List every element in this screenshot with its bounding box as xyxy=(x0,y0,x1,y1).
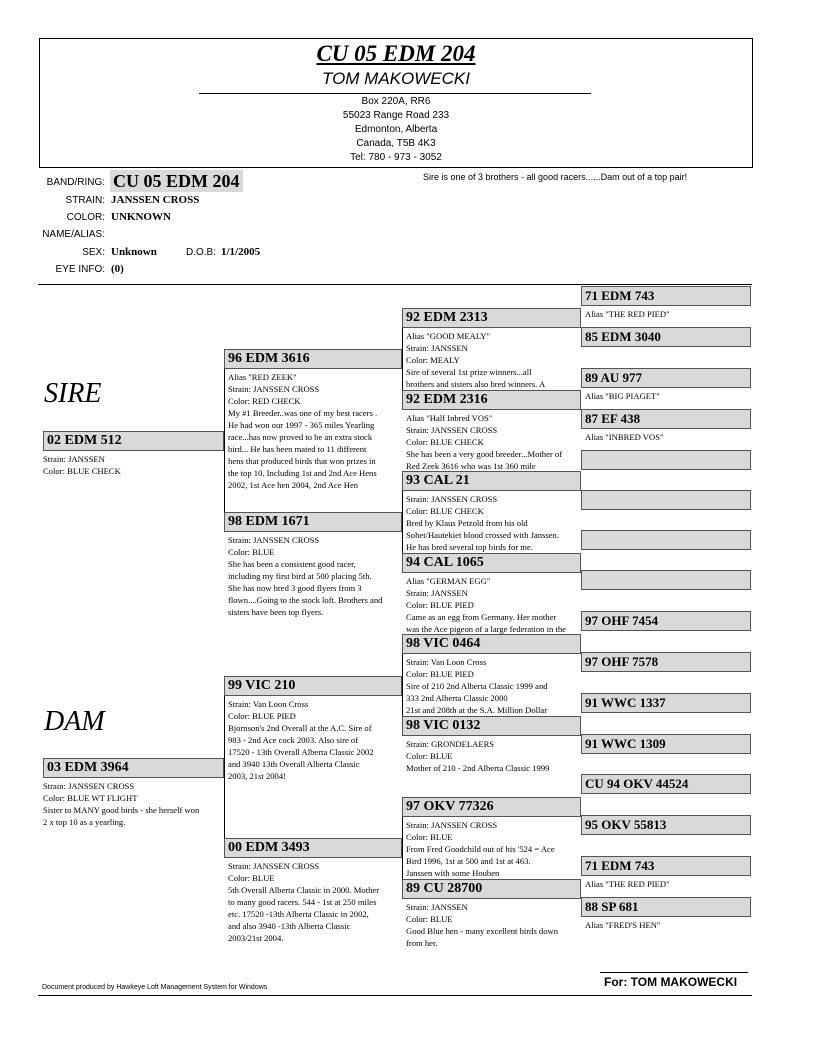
band-label: BAND/RING: xyxy=(46,177,105,188)
ss-sire-ring: 92 EDM 2313 xyxy=(402,308,581,328)
address-line: 55023 Range Road 233 xyxy=(342,110,450,121)
detail-line: Janssen with some Houben xyxy=(406,868,500,878)
color-value: UNKNOWN xyxy=(111,211,171,223)
comment-text: Sire is one of 3 brothers - all good racers......Dam out of a top pair! xyxy=(423,172,688,182)
gen4-ring: 88 SP 681 xyxy=(581,897,751,917)
gen4-ring: 91 WWC 1337 xyxy=(581,693,751,713)
ss-dam-details xyxy=(406,412,581,472)
owner-name: TOM MAKOWECKI xyxy=(322,69,470,88)
strain-value: JANSSEN CROSS xyxy=(111,194,200,206)
address-line: Tel: 780 - 973 - 3052 xyxy=(350,152,442,163)
connector xyxy=(402,643,403,725)
band-value: CU 05 EDM 204 xyxy=(110,170,243,192)
ds-sire-ring: 98 VIC 0464 xyxy=(402,634,581,654)
gen4-ring: 97 OHF 7454 xyxy=(581,611,751,631)
detail-line: Strain: JANSSEN xyxy=(406,902,468,912)
ds-sire-details xyxy=(406,656,581,716)
detail-line: Strain: JANSSEN CROSS xyxy=(43,781,135,791)
gen4-ring xyxy=(581,450,751,470)
address-line: Box 220A, RR6 xyxy=(361,96,431,107)
detail-line: 2003/21st 2004. xyxy=(228,933,284,943)
detail-line: 21st and 208th at the S.A. Million Dollar xyxy=(406,705,548,715)
detail-line: Color: BLUE xyxy=(228,547,275,557)
detail-line: Color: BLUE PIED xyxy=(406,669,474,679)
dd-dam-details xyxy=(406,901,581,961)
detail-line: He has bred several top birds for me. xyxy=(406,542,533,552)
gen4-alias: Alias "INBRED VOS" xyxy=(585,432,664,442)
detail-line: Color: BLUE xyxy=(406,832,453,842)
gen4-ring: CU 94 OKV 44524 xyxy=(581,774,751,794)
detail-line: Alias "RED ZEEK" xyxy=(228,372,297,382)
ss-dam-ring: 92 EDM 2316 xyxy=(402,390,581,410)
detail-line: Color: BLUE xyxy=(406,751,453,761)
connector xyxy=(402,480,403,562)
sex-label: SEX: xyxy=(82,247,105,258)
detail-line: 17520 - 13th Overall Alberta Classic 2002 xyxy=(228,747,374,757)
gen4-alias: Alias "THE RED PIED" xyxy=(585,309,670,319)
detail-line: 2003, 21st 2004! xyxy=(228,771,287,781)
color-label: COLOR: xyxy=(66,212,105,223)
gen4-ring: 71 EDM 743 xyxy=(581,856,751,876)
detail-line: 333 2nd Alberta Classic 2000 xyxy=(406,693,508,703)
dam-dam-ring: 00 EDM 3493 xyxy=(224,838,402,858)
header-box xyxy=(39,38,753,168)
dd-dam-ring: 89 CU 28700 xyxy=(402,879,581,899)
detail-line: Sire of 210 2nd Alberta Classic 1999 and xyxy=(406,681,548,691)
detail-line: Alias "GOOD MEALY" xyxy=(406,331,490,341)
gen4-ring: 89 AU 977 xyxy=(581,368,751,388)
detail-line: Red Zeek 3616 who was 1st 360 mile xyxy=(406,461,536,471)
address-line: Canada, T5B 4K3 xyxy=(356,138,436,149)
detail-line: to many good racers. 544 - 1st at 250 miles xyxy=(228,897,377,907)
dd-sire-ring: 97 OKV 77326 xyxy=(402,797,581,817)
sire-sire-details xyxy=(228,371,402,496)
detail-line: including my first bird at 500 placing 5th. xyxy=(228,571,372,581)
signature-rule xyxy=(600,972,748,973)
sire-dam-ring: 98 EDM 1671 xyxy=(224,512,402,532)
detail-line: Strain: JANSSEN CROSS xyxy=(406,425,498,435)
detail-line: Color: BLUE PIED xyxy=(228,711,296,721)
detail-line: flown....Going to the stock loft. Brothers and xyxy=(228,595,383,605)
name-label: NAME/ALIAS: xyxy=(42,229,105,240)
detail-line: Strain: JANSSEN xyxy=(406,588,468,598)
dam-heading: DAM xyxy=(44,706,105,737)
detail-line: etc. 17520 -13th Alberta Classic in 2002, xyxy=(228,909,369,919)
detail-line: Strain: Van Loon Cross xyxy=(228,699,309,709)
detail-line: Strain: GRONDELAERS xyxy=(406,739,495,749)
detail-line: Strain: JANSSEN CROSS xyxy=(406,494,498,504)
gen4-ring: 87 EF 438 xyxy=(581,409,751,429)
dob-value: 1/1/2005 xyxy=(221,246,261,258)
eye-label: EYE INFO: xyxy=(55,264,105,275)
detail-line: 983 - 2nd Ace cock 2003. Also sire of xyxy=(228,735,359,745)
gen4-ring: 91 WWC 1309 xyxy=(581,734,751,754)
strain-label: STRAIN: xyxy=(65,195,105,206)
sire-dam-details xyxy=(228,534,402,618)
connector xyxy=(224,685,225,848)
sire-heading: SIRE xyxy=(44,378,102,409)
gen4-ring xyxy=(581,490,751,510)
sire-ring: 02 EDM 512 xyxy=(43,431,224,451)
detail-line: Strain: JANSSEN xyxy=(406,343,468,353)
detail-line: the top 10. Including 1st and 2nd Ace Hens xyxy=(228,468,377,478)
detail-line: Came as an egg from Germany. Her mother xyxy=(406,612,557,622)
detail-line: From Fred Goodchild out of his '524 = Ace xyxy=(406,844,555,854)
sd-sire-details xyxy=(406,493,581,553)
detail-line: She has been a consistent good racer, xyxy=(228,559,356,569)
detail-line: Strain: JANSSEN CROSS xyxy=(228,384,320,394)
dob-label: D.O.B: xyxy=(186,247,217,258)
detail-line: 2 x top 10 as a yearling. xyxy=(43,817,126,827)
gen4-ring: 85 EDM 3040 xyxy=(581,327,751,347)
detail-line: Bjornson's 2nd Overall at the A.C. Sire of xyxy=(228,723,372,733)
detail-line: Strain: JANSSEN CROSS xyxy=(228,535,320,545)
dam-dam-details xyxy=(228,860,402,944)
detail-line: Color: BLUE xyxy=(406,914,453,924)
dam-ring: 03 EDM 3964 xyxy=(43,758,224,778)
gen4-ring xyxy=(581,570,751,590)
detail-line: sisters have been top flyers. xyxy=(228,607,324,617)
gen4-alias: Alias "THE RED PIED" xyxy=(585,879,670,889)
detail-line: race...has now proved to be an extra stock xyxy=(228,432,373,442)
dam-details xyxy=(43,780,224,828)
detail-line: Color: BLUE CHECK xyxy=(43,466,121,476)
detail-line: brothers and sisters also bred winners. A xyxy=(406,379,546,389)
detail-line: Strain: JANSSEN xyxy=(43,454,105,464)
sd-dam-ring: 94 CAL 1065 xyxy=(402,553,581,573)
detail-line: Color: BLUE WT FLIGHT xyxy=(43,793,138,803)
detail-line: Strain: JANSSEN CROSS xyxy=(228,861,320,871)
footer-note: Document produced by Hawkeye Loft Management System for Windows xyxy=(42,984,268,991)
detail-line: Color: BLUE xyxy=(228,873,275,883)
gen4-ring: 71 EDM 743 xyxy=(581,286,751,306)
owner-divider xyxy=(199,93,591,94)
sire-details xyxy=(43,453,224,477)
detail-line: She has now bred 3 good flyers from 3 xyxy=(228,583,362,593)
sire-sire-ring: 96 EDM 3616 xyxy=(224,349,402,369)
prepared-for: For: TOM MAKOWECKI xyxy=(604,975,738,989)
detail-line: Good Blue hen - many excellent birds down xyxy=(406,926,559,936)
sex-value: Unknown xyxy=(111,246,157,258)
dd-sire-details xyxy=(406,819,581,879)
detail-line: Color: MEALY xyxy=(406,355,460,365)
detail-line: Alias "Half Inbred VOS" xyxy=(406,413,493,423)
detail-line: Sister to MANY good birds - she herself won xyxy=(43,805,200,815)
detail-line: Color: RED CHECK xyxy=(228,396,301,406)
ss-sire-details xyxy=(406,330,581,390)
detail-line: He had won our 1997 - 365 miles Yearling xyxy=(228,420,375,430)
gen4-alias: Alias "FRED'S HEN" xyxy=(585,920,661,930)
detail-line: and also 3940 -13th Alberta Classic xyxy=(228,921,351,931)
sd-sire-ring: 93 CAL 21 xyxy=(402,471,581,491)
detail-line: My #1 Breeder..was one of my best racers . xyxy=(228,408,378,418)
footer-divider xyxy=(38,995,752,996)
detail-line: hens that produced birds that won prizes in xyxy=(228,456,376,466)
detail-line: Sohet/Hautekiet blood crossed with Janssen. xyxy=(406,530,559,540)
section-divider xyxy=(38,284,752,285)
eye-value: (0) xyxy=(111,263,124,275)
address-line: Edmonton, Alberta xyxy=(354,124,438,135)
ds-dam-details xyxy=(406,738,581,798)
detail-line: 2002, 1st Ace hen 2004, 2nd Ace Hen xyxy=(228,480,359,490)
detail-line: from her. xyxy=(406,938,438,948)
gen4-ring: 97 OHF 7578 xyxy=(581,652,751,672)
detail-line: 5th Overall Alberta Classic in 2000. Mother xyxy=(228,885,380,895)
detail-line: Strain: JANSSEN CROSS xyxy=(406,820,498,830)
detail-line: Sire of several 1st prize winners...all xyxy=(406,367,532,377)
detail-line: Strain: Van Loon Cross xyxy=(406,657,487,667)
sd-dam-details xyxy=(406,575,581,635)
connector xyxy=(402,317,403,399)
connector xyxy=(402,806,403,888)
detail-line: was the Ace pigeon of a large federation in the xyxy=(406,624,566,634)
detail-line: Color: BLUE CHECK xyxy=(406,506,484,516)
connector xyxy=(224,368,225,521)
detail-line: Bred by Klaus Petzold from his old xyxy=(406,518,528,528)
detail-line: Color: BLUE CHECK xyxy=(406,437,484,447)
detail-line: She has been a very good breeder...Mother of xyxy=(406,449,563,459)
detail-line: bird... He has been mated to 11 different xyxy=(228,444,367,454)
gen4-alias: Alias "BIG PIAGET" xyxy=(585,391,660,401)
ds-dam-ring: 98 VIC 0132 xyxy=(402,716,581,736)
dam-sire-ring: 99 VIC 210 xyxy=(224,676,402,696)
detail-line: Color: BLUE PIED xyxy=(406,600,474,610)
dam-sire-details xyxy=(228,698,402,782)
detail-line: Bird 1996, 1st at 500 and 1st at 463. xyxy=(406,856,531,866)
gen4-ring: 95 OKV 55813 xyxy=(581,815,751,835)
detail-line: Alias "GERMAN EGG" xyxy=(406,576,491,586)
detail-line: Mother of 210 - 2nd Alberta Classic 1999 xyxy=(406,763,550,773)
detail-line: and 3940 13th Overall Alberta Classic xyxy=(228,759,360,769)
page-title: CU 05 EDM 204 xyxy=(316,41,476,66)
gen4-ring xyxy=(581,530,751,550)
